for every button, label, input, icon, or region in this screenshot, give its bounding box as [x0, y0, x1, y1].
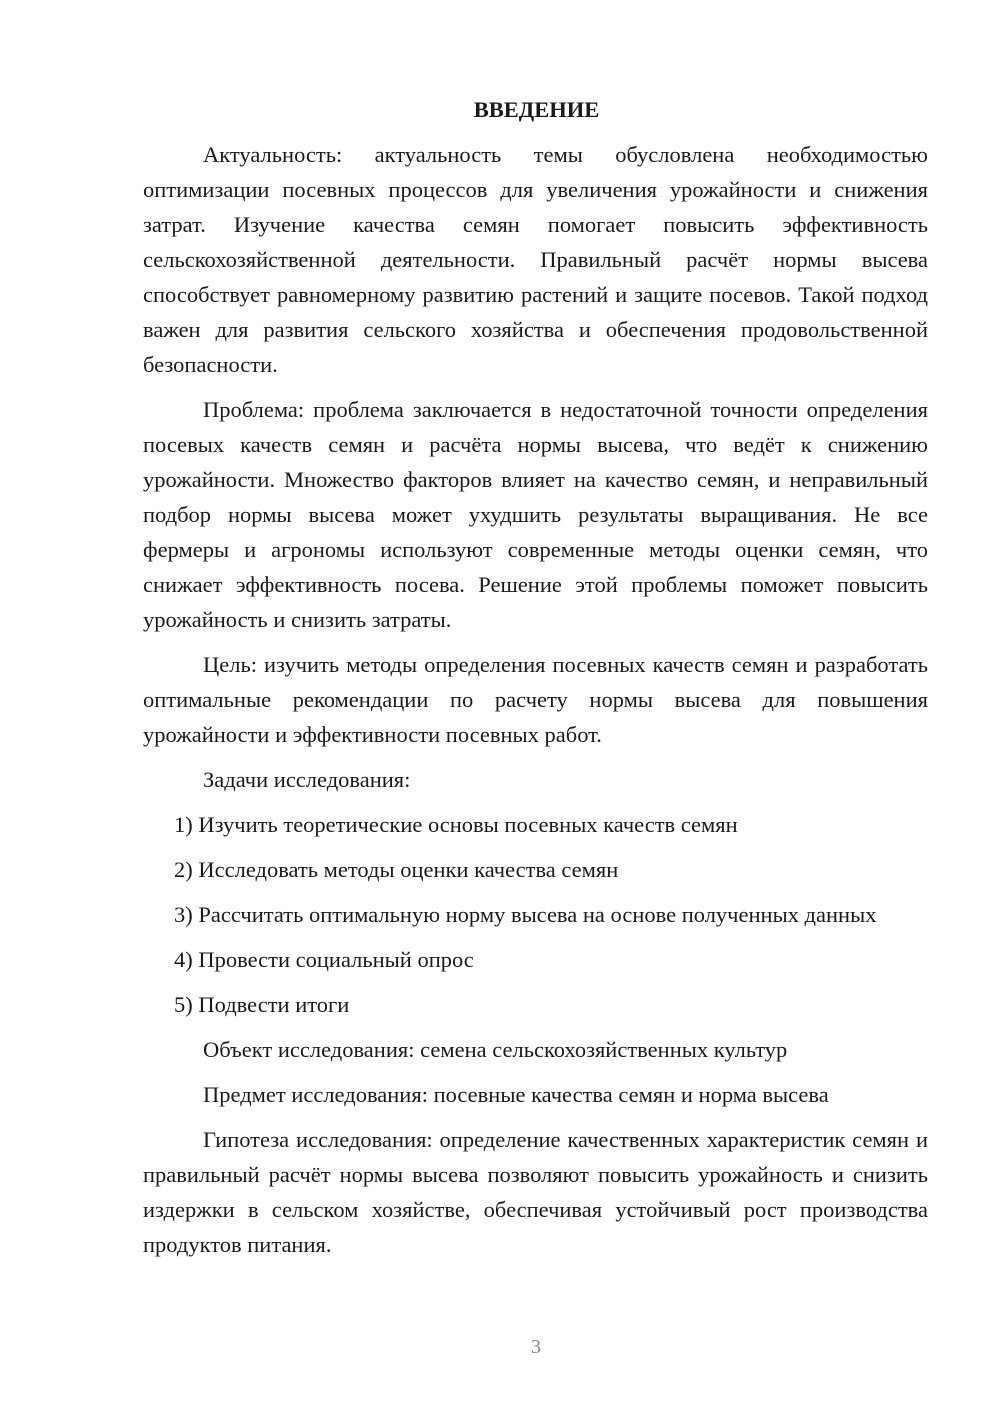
task-item-5: 5) Подвести итоги	[174, 992, 350, 1017]
goal-paragraph: Цель: изучить методы определения посевных качеств семян и разработать оптимальные рекомендации по расчету нормы высева для повышения урожайности и эффективности посевных работ.	[143, 652, 928, 747]
task-item-4: 4) Провести социальный опрос	[174, 947, 474, 972]
task-item-3: 3) Рассчитать оптимальную норму высева на основе полученных данных	[174, 902, 877, 927]
problem-paragraph: Проблема: проблема заключается в недостаточной точности определения посевых качеств семян и расчёта нормы высева, что ведёт к снижению урожайности. Множество факторов влияет на качество семян, и неправильный подбор нормы высева может ухудшить результаты выращивания. Не все фермеры и агрономы используют современные методы оценки семян, что снижает эффективность посева. Решение этой проблемы поможет повысить урожайность и снизить затраты.	[143, 397, 928, 632]
object-paragraph: Объект исследования: семена сельскохозяйственных культур	[203, 1037, 788, 1062]
subject-paragraph: Предмет исследования: посевные качества семян и норма высева	[203, 1082, 829, 1107]
task-item-1: 1) Изучить теоретические основы посевных качеств семян	[174, 812, 738, 837]
section-title: ВВЕДЕНИЕ	[473, 97, 600, 122]
page-number: 3	[531, 1336, 541, 1358]
hypothesis-paragraph: Гипотеза исследования: определение качественных характеристик семян и правильный расчёт нормы высева позволяют повысить урожайность и снизить издержки в сельском хозяйстве, обеспечивая устойчивый рост производства продуктов питания.	[143, 1127, 928, 1257]
page-content	[143, 92, 928, 1272]
tasks-heading: Задачи исследования:	[203, 767, 411, 792]
relevance-paragraph: Актуальность: актуальность темы обусловлена необходимостью оптимизации посевных процессов для увеличения урожайности и снижения затрат. Изучение качества семян помогает повысить эффективность сельскохозяйственной деятельности. Правильный расчёт нормы высева способствует равномерному развитию растений и защите посевов. Такой подход важен для развития сельского хозяйства и обеспечения продовольственной безопасности.	[143, 142, 928, 377]
task-item-2: 2) Исследовать методы оценки качества семян	[174, 857, 619, 882]
